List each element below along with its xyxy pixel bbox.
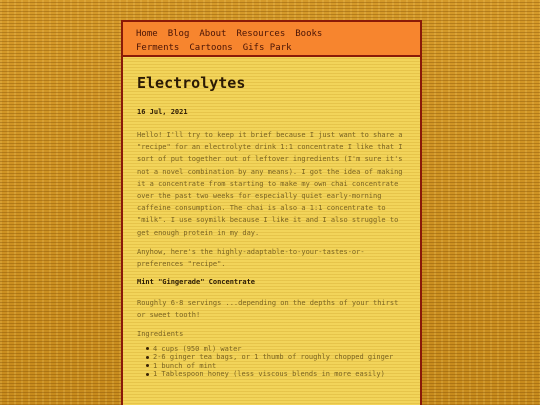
- post-date: 16 Jul, 2021: [137, 108, 188, 116]
- nav-link-about[interactable]: About: [199, 29, 227, 39]
- post-content: [123, 74, 420, 379]
- nav-row-1: [136, 28, 420, 41]
- site-nav: [123, 22, 420, 57]
- nav-link-resources[interactable]: Resources: [236, 29, 286, 39]
- intro-paragraph: Hello! I'll try to keep it brief because I just want to share a "recipe" for an electrolyte drink 1:1 concentrate I like that I sort of put together out of leftover ingredients (I'm sure it's not a novel combination by any means). I got the idea of making it a concentrate from starting to make my own chai concentrate over the past two weeks for especially quiet early-morning caffeine consumption. The chai is also a 1:1 concentrate to "milk". I use soymilk because I like it and I also struggle to get enough protein in my day.: [137, 131, 403, 237]
- nav-link-gifs-park[interactable]: Gifs Park: [242, 43, 292, 53]
- post-title: Electrolytes: [137, 74, 246, 92]
- nav-link-cartoons[interactable]: Cartoons: [189, 43, 233, 53]
- servings-text: Roughly 6-8 servings ...depending on the depths of your thirst or sweet tooth!: [137, 299, 399, 320]
- ingredients-list: [137, 345, 406, 379]
- list-item: 2-6 ginger tea bags, or 1 thumb of roughly chopped ginger: [153, 353, 406, 362]
- recipe-title: Mint "Gingerade" Concentrate: [137, 278, 256, 287]
- list-item: 1 bunch of mint: [153, 362, 406, 371]
- ingredients-heading: Ingredients: [137, 329, 184, 338]
- nav-link-blog[interactable]: Blog: [167, 29, 190, 39]
- transition-paragraph: Anyhow, here's the highly-adaptable-to-your-tastes-or-preferences "recipe".: [137, 247, 365, 269]
- nav-row-2: [136, 42, 420, 55]
- list-item: 1 Tablespoon honey (less viscous blends in more easily): [153, 370, 406, 379]
- list-item: 4 cups (950 ml) water: [153, 345, 406, 354]
- page-container: [121, 20, 422, 405]
- nav-link-books[interactable]: Books: [295, 29, 323, 39]
- nav-link-home[interactable]: Home: [136, 29, 158, 39]
- nav-link-ferments[interactable]: Ferments: [136, 43, 180, 53]
